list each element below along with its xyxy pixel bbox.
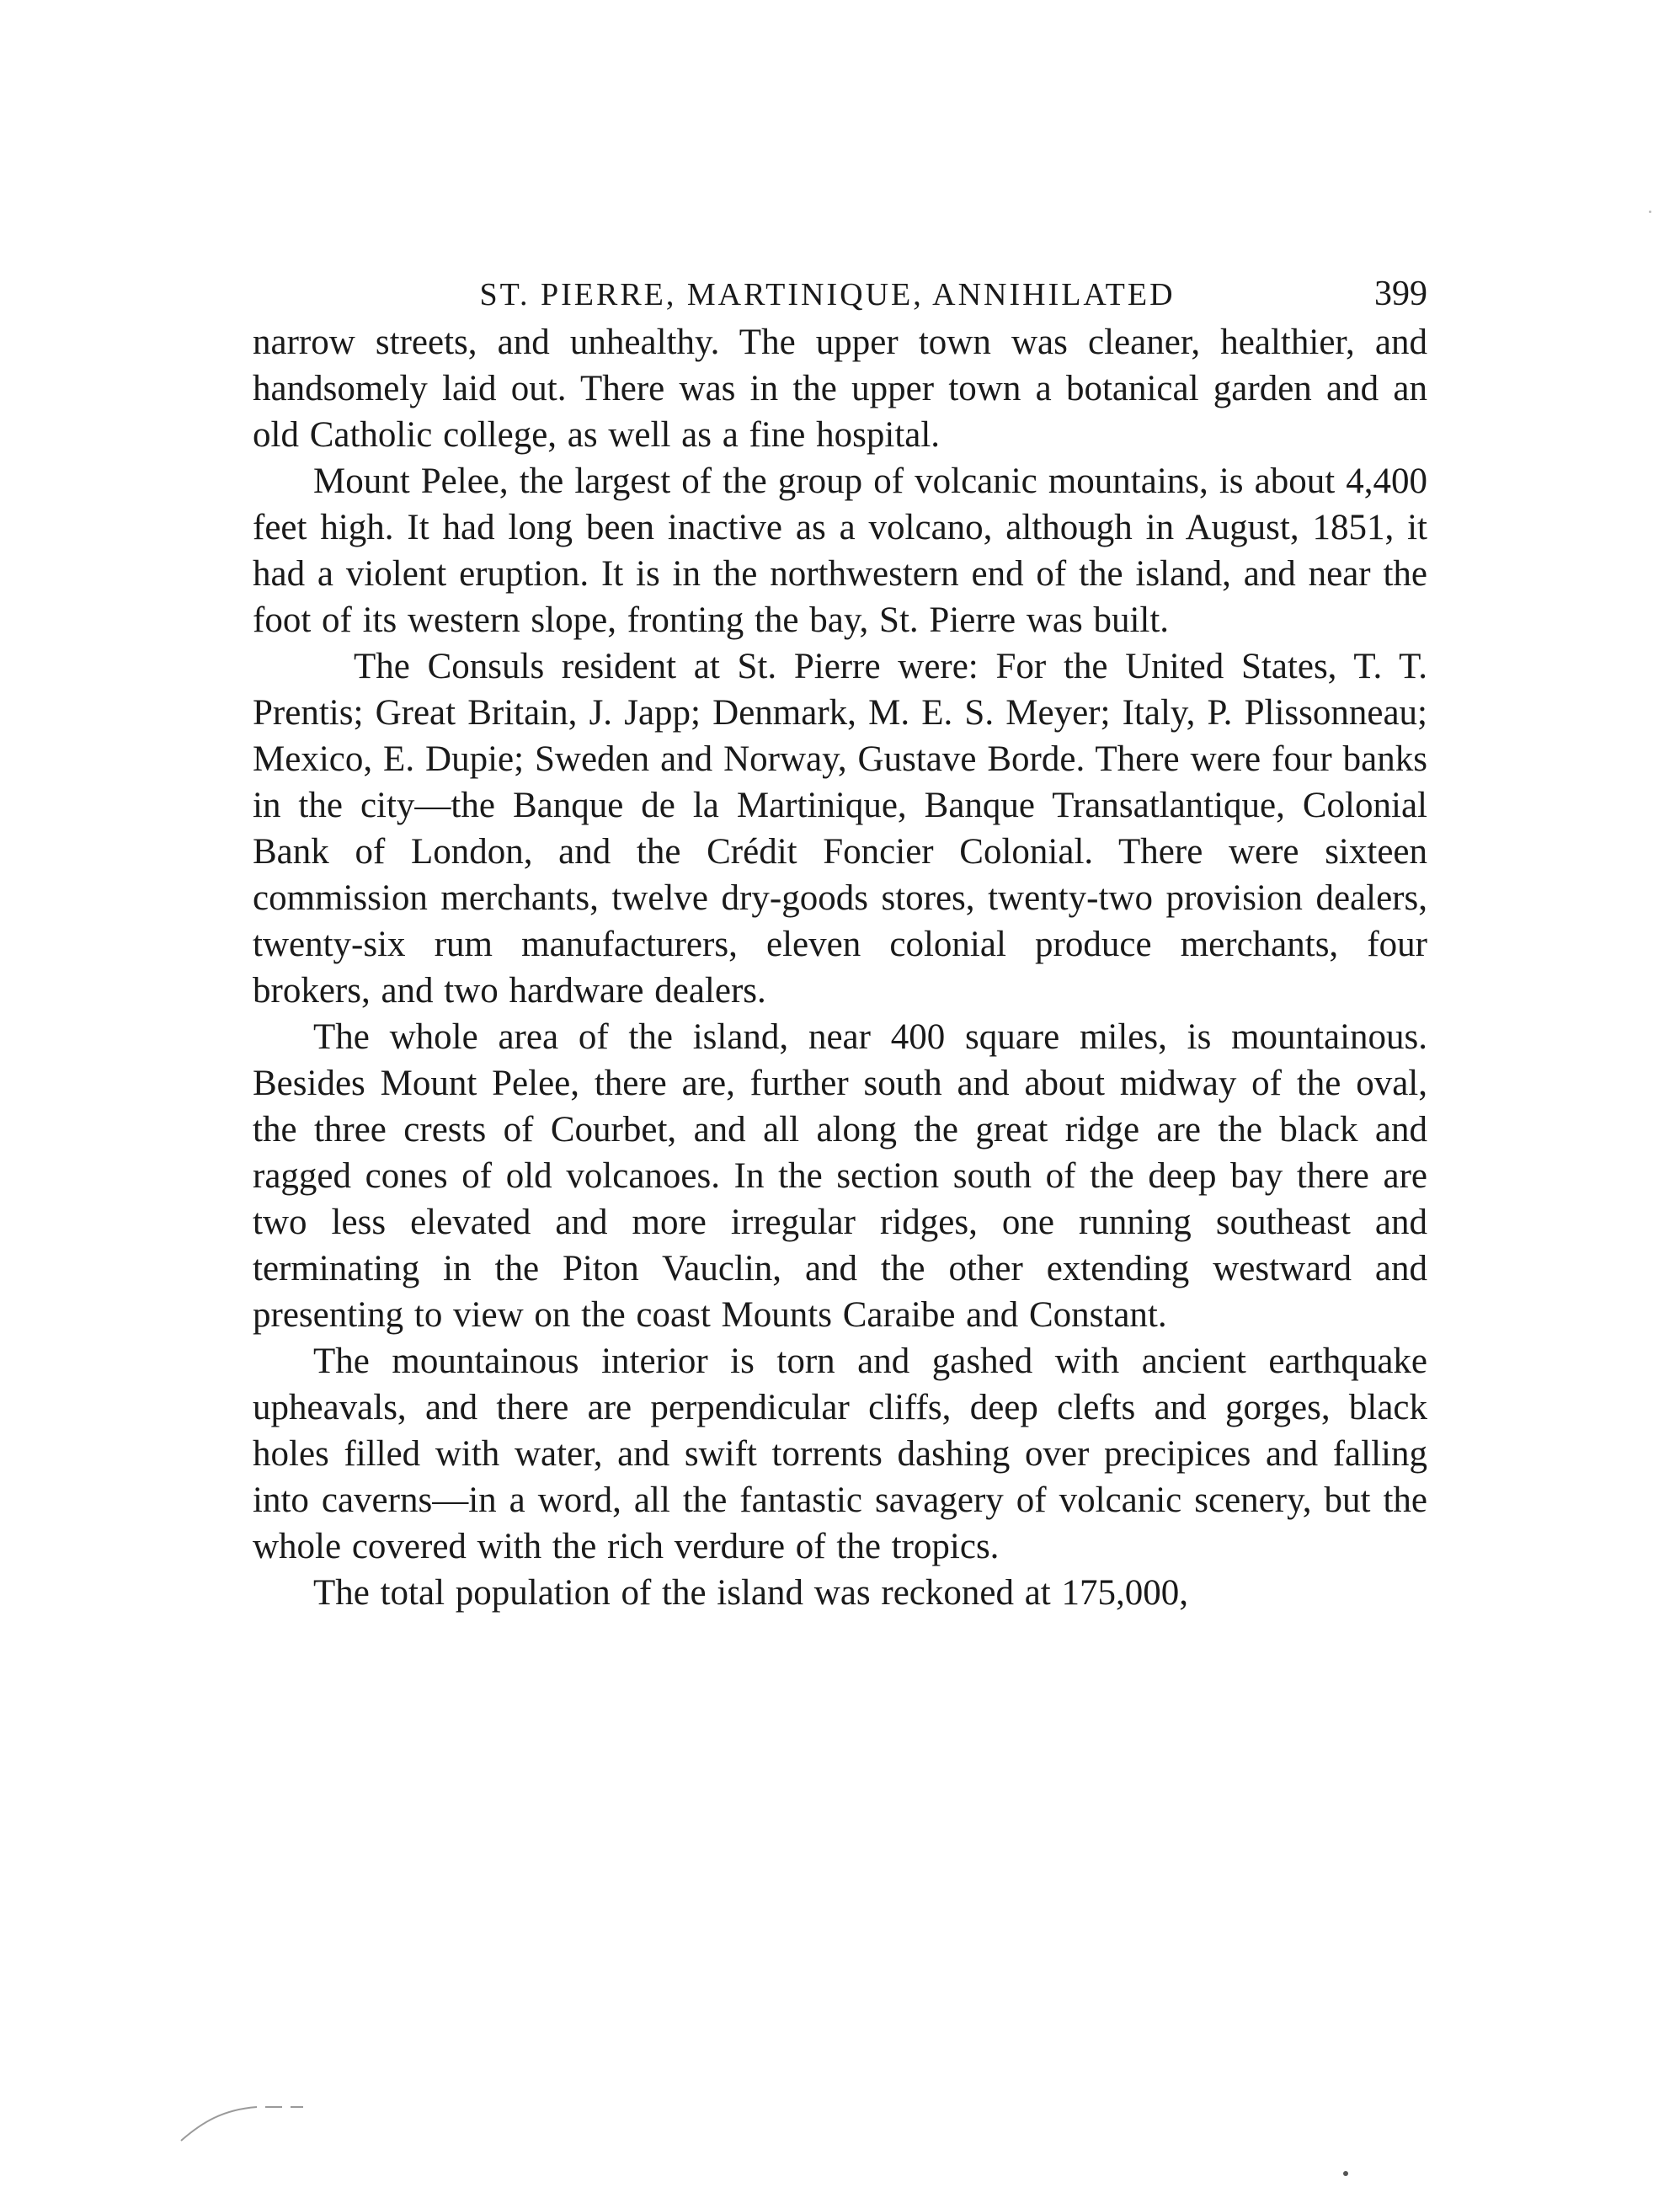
paragraph-mount-pelee: Mount Pelee, the largest of the group of volcanic mountains, is about 4,400 feet high. It had long been inactive as a volcano, although in August, 1851, it had a violent eruption. It is in the northwestern end of the island, and near the foot of its western slope, fronting the bay, St. Pierre was built.: [253, 461, 1427, 640]
paragraph-interior: The mountainous interior is torn and gashed with ancient earthquake upheavals, and there are perpendicular cliffs, deep clefts and gorges, black holes filled with water, and swift torrents dashing over precipices and falling into caverns—in a word, all the fantastic savagery of volcanic scenery, but the whole covered with the rich verdure of the tropics.: [253, 1342, 1427, 1566]
running-title: ST. PIERRE, MARTINIQUE, ANNIHILATED: [479, 277, 1176, 312]
paragraph-continued: narrow streets, and unhealthy. The upper town was cleaner, healthier, and handsomely laid out. There was in the upper town a botanical garden and an old Catholic college, as well as a fine hospital.: [253, 323, 1427, 455]
paragraph-population: The total population of the island was reckoned at 175,000,: [313, 1573, 1188, 1613]
ink-speck: [1649, 211, 1651, 213]
ink-speck: [1343, 2171, 1348, 2176]
body-text: [253, 319, 1427, 1616]
paragraph-consuls: The Consuls resident at St. Pierre were: For the United States, T. T. Prentis; Great Britain, J. Japp; Denmark, M. E. S. Meyer; Italy, P. Plissonneau; Mexico, E. Dupie; Sweden and Norway, Gustave Borde. There were four banks in the city—the Banque de la Martinique, Banque Transatlantique, Colonial Bank of London, and the Crédit Foncier Colonial. There were sixteen commission merchants, twelve dry-goods stores, twenty-two provision dealers, twenty-six rum manufacturers, eleven colonial produce merchants, four brokers, and two hardware dealers.: [253, 647, 1427, 1011]
running-head: [253, 274, 1427, 314]
pencil-mark: [177, 2088, 312, 2147]
book-page: [253, 274, 1427, 1616]
page-number: 399: [1374, 275, 1427, 313]
paragraph-island-area: The whole area of the island, near 400 square miles, is mountainous. Besides Mount Pelee, there are, further south and about midway of the oval, the three crests of Courbet, and all along the great ridge are the black and ragged cones of old volcanoes. In the section south of the deep bay there are two less elevated and more irregular ridges, one running southeast and terminating in the Piton Vauclin, and the other extending westward and presenting to view on the coast Mounts Caraibe and Constant.: [253, 1017, 1427, 1335]
